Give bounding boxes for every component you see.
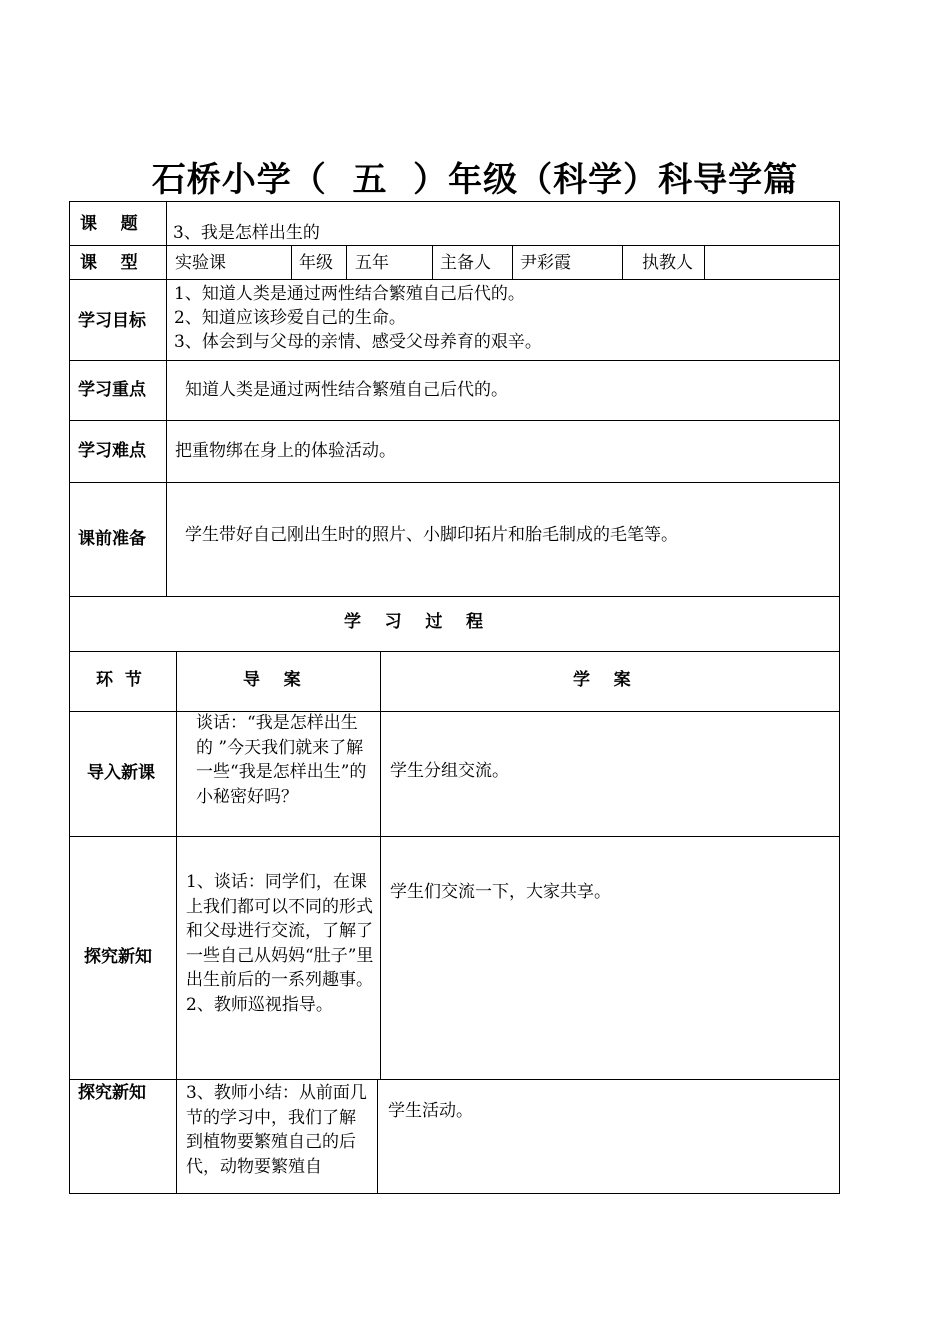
preparation-label: 课前准备 <box>78 529 146 549</box>
difficulty-value: 把重物绑在身上的体验活动。 <box>175 441 396 461</box>
grade-label: 年级 <box>299 253 333 273</box>
column-divider <box>377 1079 378 1194</box>
type-label: 课 型 <box>80 253 138 273</box>
guide-cell: 3、教师小结：从前面几节的学习中，我们了解到植物要繁殖自己的后代，动物要繁殖自 <box>186 1083 367 1177</box>
row-divider <box>69 245 840 246</box>
preparation-value: 学生带好自己刚出生时的照片、小脚印拓片和胎毛制成的毛笔等。 <box>185 525 678 545</box>
column-divider <box>704 245 705 279</box>
column-divider <box>346 245 347 279</box>
teacher-label: 执教人 <box>642 253 693 273</box>
stage-column-header: 环 节 <box>96 670 142 690</box>
study-column-header: 学 案 <box>573 670 631 690</box>
key-point-value: 知道人类是通过两性结合繁殖自己后代的。 <box>185 380 508 400</box>
row-divider <box>69 279 840 280</box>
column-divider <box>432 245 433 279</box>
preparer-label: 主备人 <box>440 253 491 273</box>
row-divider <box>69 836 840 837</box>
topic-label: 课 题 <box>80 214 138 234</box>
topic-value: 3、我是怎样出生的 <box>173 223 320 243</box>
row-divider <box>69 596 840 597</box>
row-divider <box>69 651 840 652</box>
study-cell: 学生分组交流。 <box>390 761 509 781</box>
study-cell: 学生们交流一下，大家共享。 <box>390 882 611 902</box>
column-divider <box>622 245 623 279</box>
column-divider <box>166 201 167 596</box>
guide-cell: 1、谈话：同学们，在课上我们都可以不同的形式和父母进行交流，了解了一些自己从妈妈“肚子”里出生前后的一系列趣事。 2、教师巡视指导。 <box>186 872 374 1015</box>
key-point-label: 学习重点 <box>78 380 146 400</box>
stage-cell: 探究新知 <box>84 947 152 967</box>
process-heading: 学 习 过 程 <box>344 612 484 632</box>
guide-cell: 谈话：“我是怎样出生的 ”今天我们就来了解一些“我是怎样出生”的小秘密好吗？ <box>196 713 367 807</box>
guide-column-header: 导 案 <box>243 670 301 690</box>
stage-cell: 导入新课 <box>87 763 155 783</box>
column-divider <box>512 245 513 279</box>
goals-label: 学习目标 <box>78 311 146 331</box>
study-cell: 学生活动。 <box>388 1101 473 1121</box>
grade-value: 五年 <box>355 253 389 273</box>
row-divider <box>69 482 840 483</box>
type-value: 实验课 <box>175 253 226 273</box>
row-divider <box>69 711 840 712</box>
page-title: 石桥小学（ 五 ）年级（科学）科导学篇 <box>151 160 799 200</box>
stage-cell: 探究新知 <box>78 1083 146 1103</box>
preparer-value: 尹彩霞 <box>520 253 571 273</box>
row-divider <box>69 420 840 421</box>
column-divider <box>176 651 177 1194</box>
row-divider <box>69 360 840 361</box>
goal-item: 1、知道人类是通过两性结合繁殖自己后代的。 <box>174 284 525 304</box>
column-divider <box>380 651 381 1079</box>
goal-item: 2、知道应该珍爱自己的生命。 <box>174 308 406 328</box>
column-divider <box>291 245 292 279</box>
goal-item: 3、体会到与父母的亲情、感受父母养育的艰辛。 <box>174 332 542 352</box>
difficulty-label: 学习难点 <box>78 441 146 461</box>
row-divider <box>69 1079 840 1080</box>
